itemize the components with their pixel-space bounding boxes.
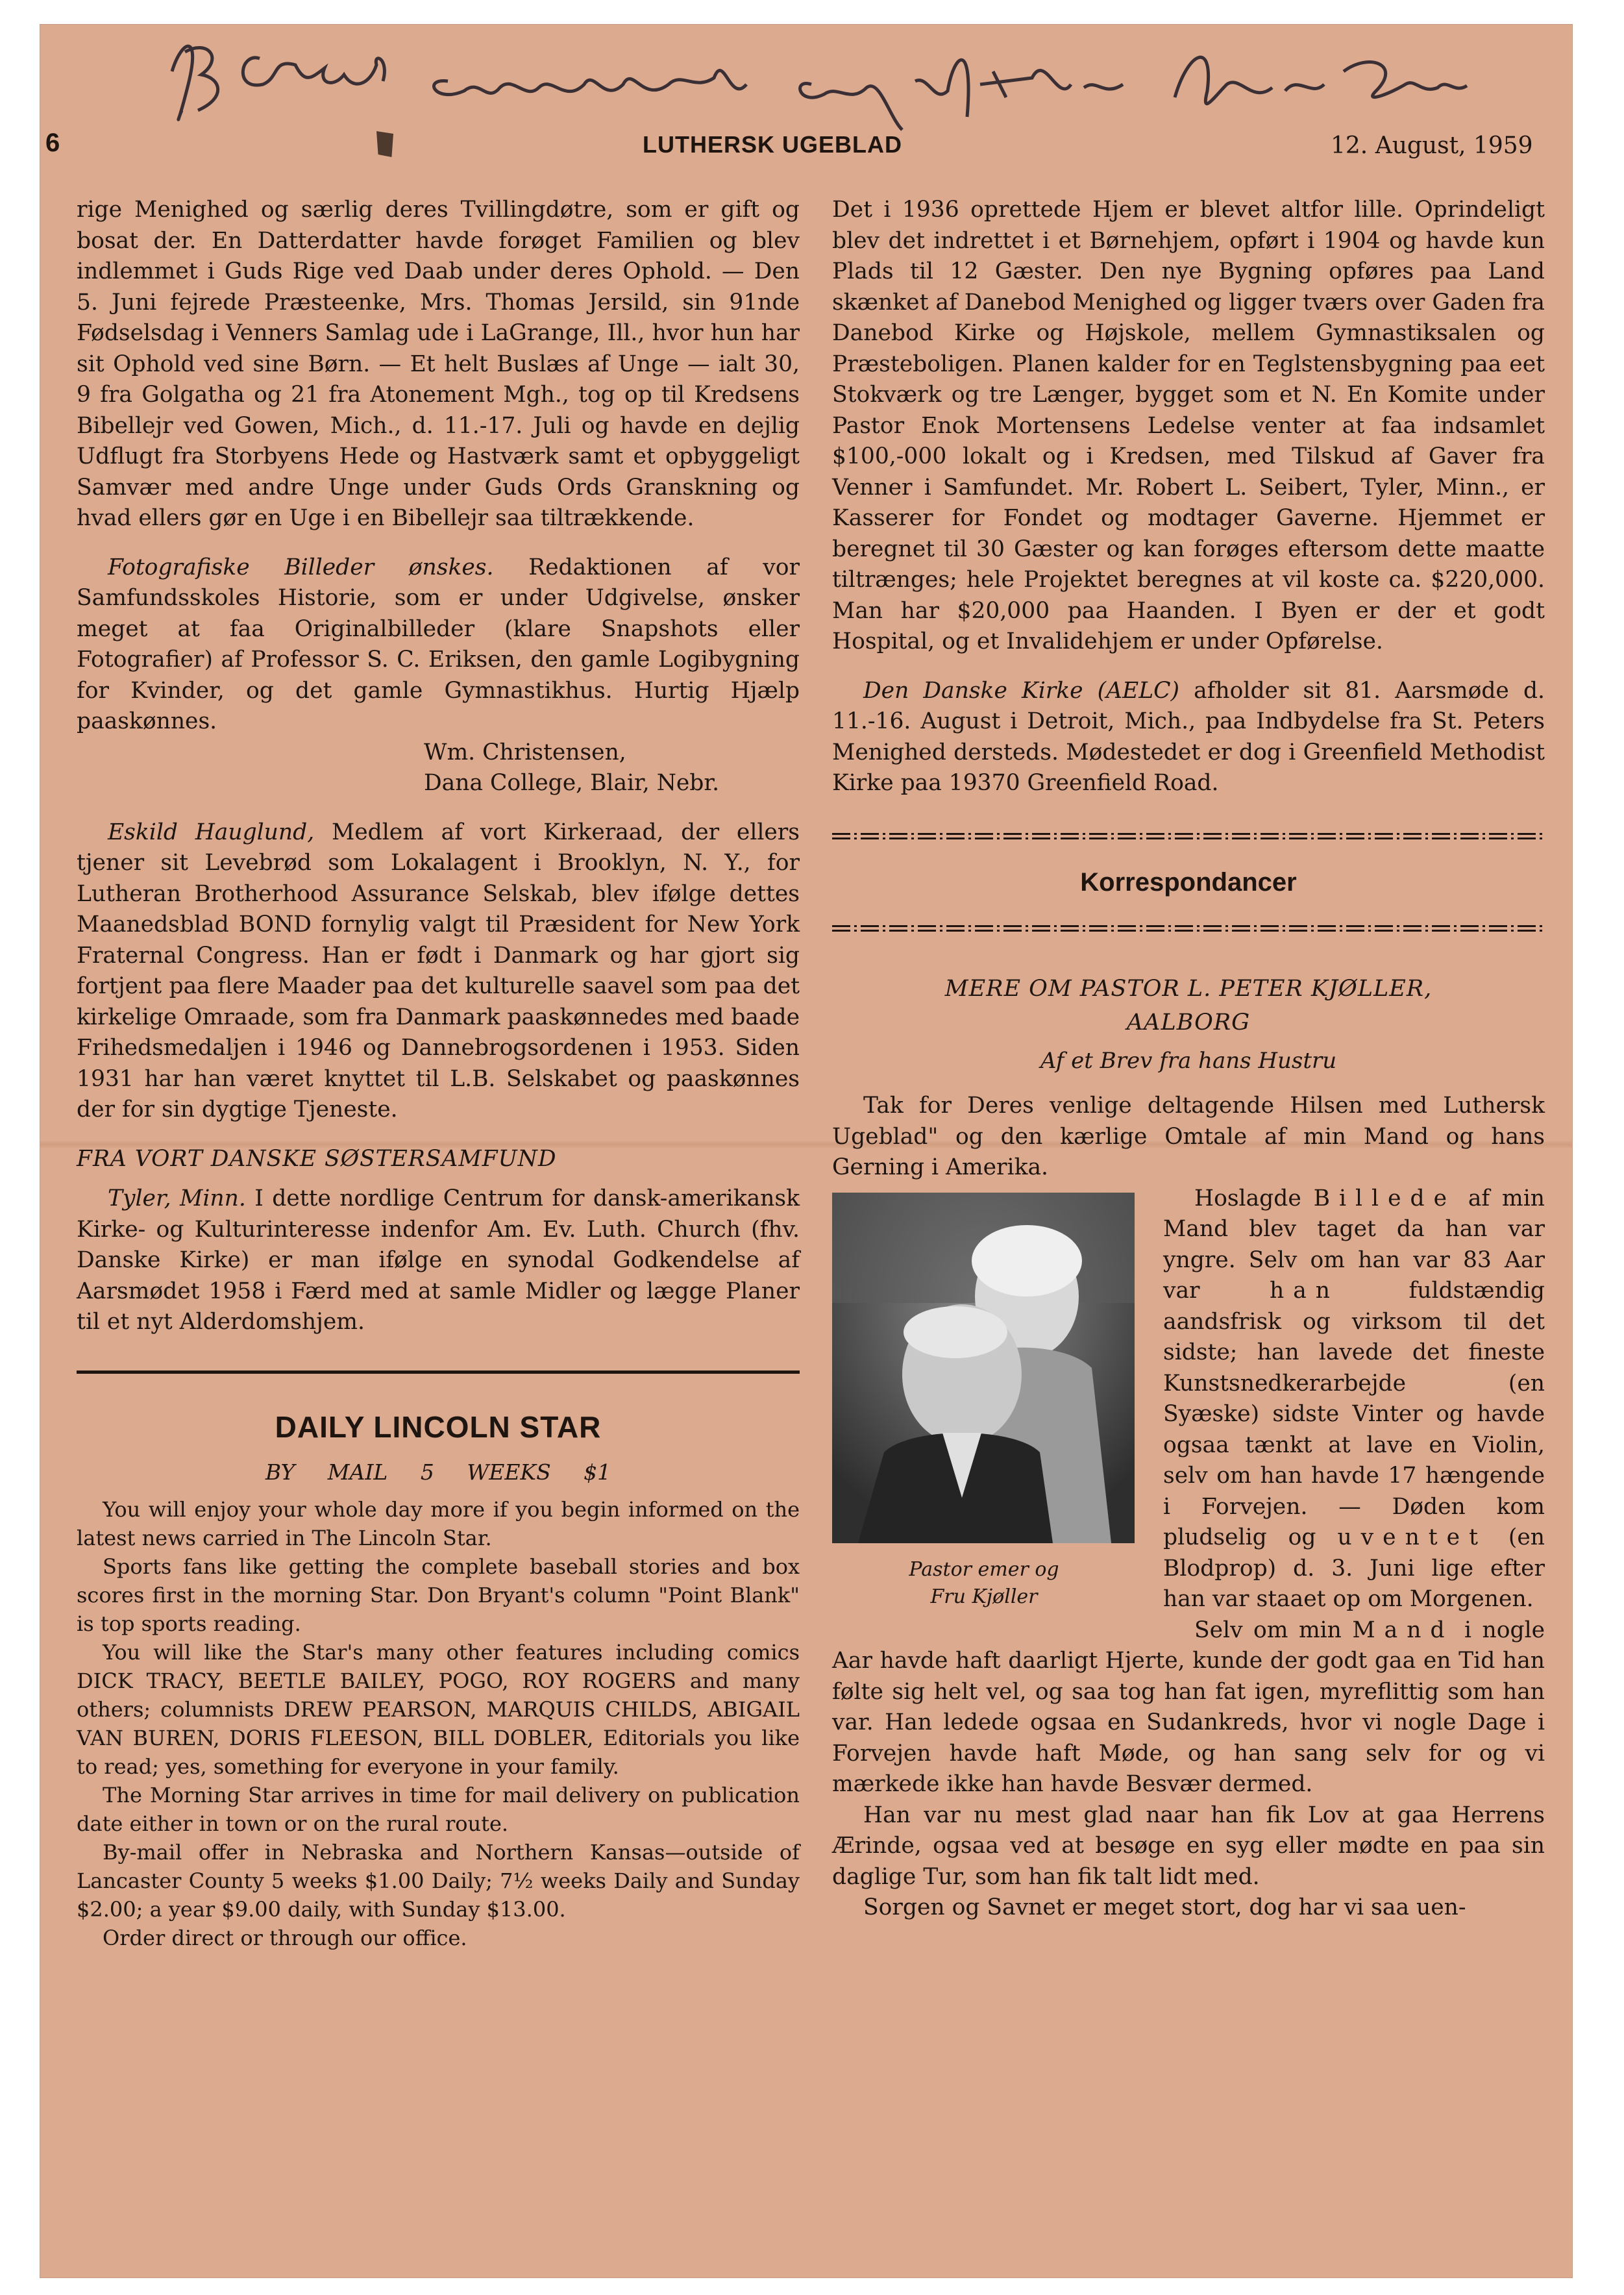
dashed-divider xyxy=(832,833,1545,838)
paragraph: rige Menighed og særlig deres Tvillingdøtre, som er gift og bosat der. En Datterdatter havde forøget Familien og blev indlemmet i Guds Rige ved Daab under deres Ophold. — Den 5. Juni fejrede Præsteenke, Mrs. Thomas Jersild, sin 91nde Fødselsdag i Venners Samlag ude i LaGrange, Ill., hvor hun har sit Ophold ved sine Børn. — Et helt Buslæs af Unge — ialt 30, 9 fra Golgatha og 21 fra Atonement Mgh., tog op til Kredsens Bibellejr ved Gowen, Mich., d. 11.-17. Juli og havde en dejlig Udflugt fra Storbyens Hede og Hastværk samt et opbyggeligt Samvær med andre Unge under Guds Ords Granskning og hvad ellers gør en Uge i en Bibellejr saa tiltrækkende. xyxy=(77,197,800,531)
article-title: AALBORG xyxy=(1126,1009,1251,1036)
paragraph: Han var nu mest glad naar han fik Lov at gaa Herrens Ærinde, ogsaa ved at besøge en syg eller mødte en paa sin daglige Tur, som han fik talt lidt med. xyxy=(832,1802,1545,1890)
ad-subtitle: BY MAIL 5 WEEKS $1 xyxy=(265,1459,611,1485)
paragraph: Tak for Deres venlige deltagende Hilsen med Luthersk Ugeblad" og den kærlige Omtale af min Mand og hans Gerning i Amerika. xyxy=(832,1093,1545,1180)
dashed-divider xyxy=(832,925,1545,930)
handwritten-note xyxy=(110,13,1473,136)
signature-name: Wm. Christensen, xyxy=(424,739,626,765)
divider xyxy=(77,1371,800,1374)
paragraph: Det i 1936 oprettede Hjem er blevet altfor lille. Oprindeligt blev det indrettet i et Børnehjem, opført i 1904 og havde kun Plads til 12 Gæster. Den nye Bygning opføres paa Land skænket af Danebod Menighed og ligger tværs over Gaden fra Danebod Kirke og Højskole, mellem Gymnastiksalen og Præsteboligen. Planen kalder for en Teglstensbygning paa eet Stokværk og tre Længer, bygget som et N. En Komite under Pastor Enok Mortensens Ledelse venter at faa indsamlet $100,-000 lokalt og i Kredsen, med Tilskud af Gaver fra Venner i Samfundet. Mr. Robert L. Seibert, Tyler, Minn., er Kasserer for Fondet og modtager Gaverne. Hjemmet er beregnet til 30 Gæster og kan forøges eftersom dette maatte tiltrænges; hele Projektet beregnes at vil koste ca. $220,000. Man har $20,000 paa Haanden. I Byen er der et godt Hospital, og et Invalidehjem er under Opførelse. xyxy=(832,197,1545,654)
lead-text: Den Danske Kirke (AELC) xyxy=(863,677,1179,704)
article-title: MERE OM PASTOR L. PETER KJØLLER, xyxy=(944,975,1433,1002)
section-title: FRA VORT DANSKE SØSTERSAMFUND xyxy=(77,1145,557,1172)
section-heading: Korrespondancer xyxy=(1080,867,1297,897)
lead-text: Eskild Hauglund, xyxy=(108,819,315,845)
ad-paragraph: Order direct or through our office. xyxy=(103,1926,467,1950)
ad-paragraph: By-mail offer in Nebraska and Northern Kansas—outside of Lancaster County 5 weeks $1.00 Daily; 7½ weeks Daily and Sunday $2.00; a year $9.00 daily, with Sunday $13.00. xyxy=(77,1840,800,1922)
paragraph: Sorgen og Savnet er meget stort, dog har vi saa uen- xyxy=(863,1894,1466,1920)
right-column xyxy=(832,195,1545,1924)
lead-text: Tyler, Minn. xyxy=(108,1185,246,1211)
ad-paragraph: You will enjoy your whole day more if you begin informed on the latest news carried in The Lincoln Star. xyxy=(77,1497,800,1550)
advertisement xyxy=(77,1409,800,1953)
ink-mark xyxy=(376,131,393,157)
ad-paragraph: Sports fans like getting the complete baseball stories and box scores first in the morning Star. Don Bryant's column "Point Blank" is top sports reading. xyxy=(77,1554,800,1636)
lead-text: Fotografiske Billeder ønskes. xyxy=(108,554,494,580)
paragraph: Eskild Hauglund, Medlem af vort Kirkeraad, der ellers tjener sit Levebrød som Lokalagent i Brooklyn, N. Y., for Lutheran Brotherhood Assurance Selskab, blev ifølge dettes Maanedsblad BOND fornylig valgt til Præsident for New York Fraternal Congress. Han er født i Danmark og har gjort sig fortjent paa flere Maader paa det kulturelle saavel som paa det kirkelige Omraade, som fra Danmark paaskønnedes med baade Frihedsmedaljen i 1946 og Dannebrogsordenen i 1953. Siden 1931 har han været knyttet til L.B. Selskabet og paaskønnes der for sin dygtige Tjeneste. xyxy=(77,819,800,1123)
paragraph: Hoslagde Billede af min Mand blev taget da han var yngre. Selv om han var 83 Aar var han fuldstændig aandsfrisk og virksom til det sidste; han lavede det fineste Kunstsnedkerarbejde (en Syæske) sidste Vinter og havde ogsaa tænkt at lave en Violin, selv om han havde 17 hængende i Forvejen. — Døden kom pludselig og uventet (en Blodprop) d. 3. Juni lige efter han var staaet op om Morgenen. xyxy=(1163,1185,1545,1612)
ad-title: DAILY LINCOLN STAR xyxy=(275,1409,602,1444)
paragraph: Tyler, Minn. I dette nordlige Centrum for dansk-amerikansk Kirke- og Kulturinteresse indenfor Am. Ev. Luth. Church (fhv. Danske Kirke) er man ifølge en synodal Godkendelse af Aarsmødet 1958 i Færd med at samle Midler og lægge Planer til et nyt Alderdomshjem. xyxy=(77,1185,800,1335)
left-column xyxy=(77,195,800,1952)
photo-caption: Pastor emer og Fru Kjøller xyxy=(909,1557,1059,1608)
photo-figure xyxy=(832,1193,1136,1611)
ad-paragraph: You will like the Star's many other features including comics DICK TRACY, BEETLE BAILEY, POGO, ROY ROGERS and many others; columnists DREW PEARSON, MARQUIS CHILDS, ABIGAIL VAN BUREN, DORIS FLEESON, BILL DOBLER, Editorials you like to read; yes, something for everyone in your family. xyxy=(77,1640,800,1779)
page-number: 6 xyxy=(45,129,60,157)
publication-name: LUTHERSK UGEBLAD xyxy=(643,131,902,158)
paragraph: Fotografiske Billeder ønskes. Redaktionen af vor Samfundsskoles Historie, som er under Udgivelse, ønsker meget at faa Originalbilleder (klare Snapshots eller Fotografier) af Professor S. C. Eriksen, den gamle Logibygning for Kvinder, og det gamle Gymnastikhus. Hurtig Hjælp paaskønnes. xyxy=(77,554,800,734)
ad-body xyxy=(77,1495,800,1952)
paragraph: Selv om min Mand i nogle Aar havde haft daarligt Hjerte, kunde der godt gaa en Tid han følte sig helt vel, og saa tog han fat igen, myreflittig som han var. Han ledede ogsaa en Sudankreds, hvor vi nogle Dage i Forvejen havde haft Møde, og han sang selv for og vi mærkede ikke han havde Besvær dermed. xyxy=(832,1617,1545,1797)
ad-paragraph: The Morning Star arrives in time for mail delivery on publication date either in town or on the rural route. xyxy=(77,1783,800,1836)
signature-place: Dana College, Blair, Nebr. xyxy=(424,770,720,796)
portrait-photo xyxy=(832,1193,1135,1543)
publication-date: 12. August, 1959 xyxy=(1331,132,1533,159)
article-byline: Af et Brev fra hans Hustru xyxy=(1040,1047,1337,1074)
paragraph: Den Danske Kirke (AELC) afholder sit 81. Aarsmøde d. 11.-16. August i Detroit, Mich., paa Indbydelse fra St. Peters Menighed dersteds. Mødestedet er dog i Greenfield Methodist Kirke paa 19370 Greenfield Road. xyxy=(832,677,1545,796)
